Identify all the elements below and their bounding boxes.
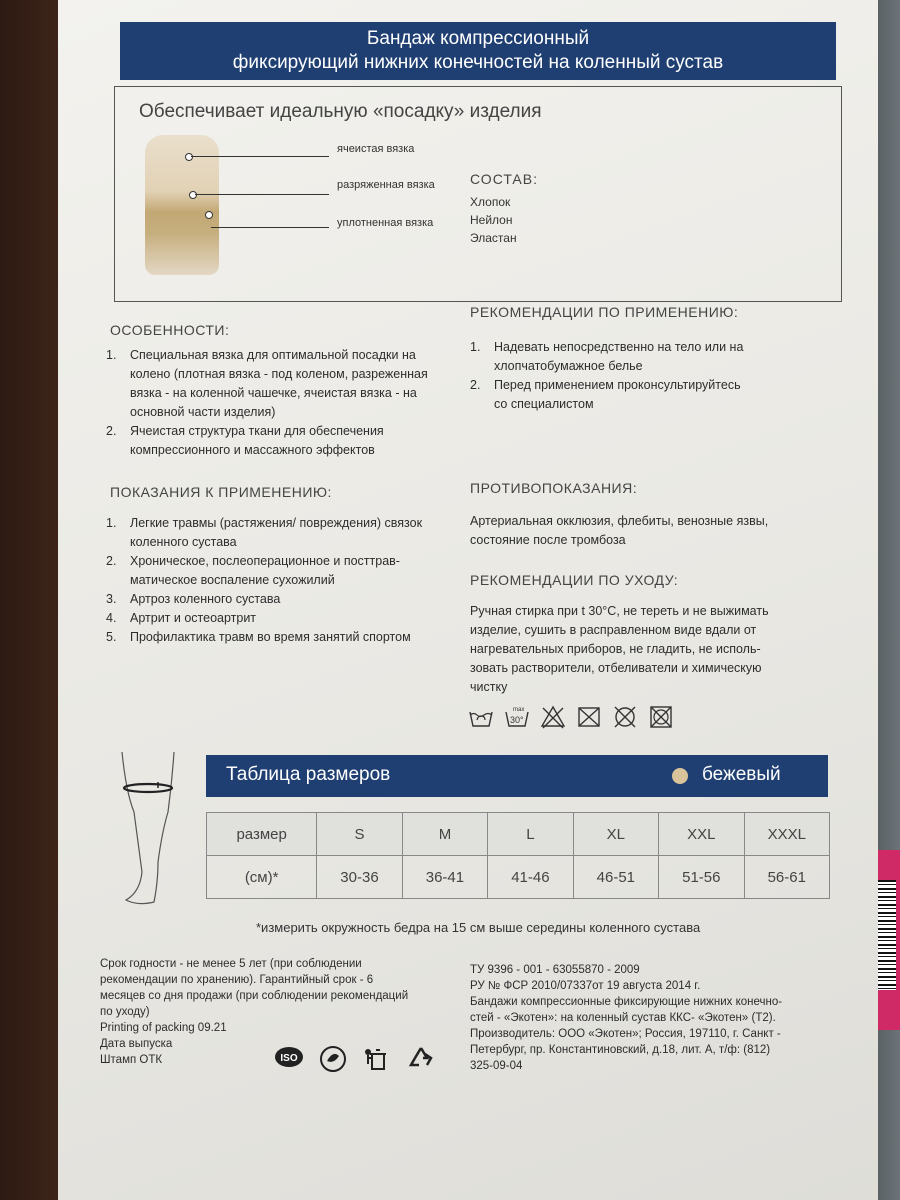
table-cell: 36-41	[402, 856, 487, 899]
leader-line	[191, 156, 329, 157]
fit-title: Обеспечивает идеальную «посадку» изделия	[139, 101, 542, 122]
table-cell: 41-46	[488, 856, 573, 899]
marker-dot	[185, 153, 193, 161]
composition-item: Нейлон	[470, 213, 513, 227]
features-list	[106, 346, 462, 460]
size-note: *измерить окружность бедра на 15 см выше середины коленного сустава	[256, 920, 701, 935]
title-line-1: Бандаж компрессионный	[366, 28, 590, 49]
leg-measurement-illustration	[114, 752, 194, 912]
temp-label: 30°	[510, 715, 524, 725]
features-heading: ОСОБЕННОСТИ:	[110, 322, 230, 338]
list-item: 5. Профилактика травм во время занятий спортом	[106, 630, 411, 644]
svg-text:ISO: ISO	[280, 1053, 298, 1064]
size-table-title: Таблица размеров	[226, 764, 391, 785]
composition-heading: СОСТАВ:	[470, 171, 538, 187]
fit-feature-box	[114, 86, 842, 302]
leader-line	[195, 194, 329, 195]
list-item: 1. Легкие травмы (растяжения/ повреждения) связок коленного сустава	[106, 516, 423, 549]
table-cell: 51-56	[659, 856, 744, 899]
list-item: 1. Надевать непосредственно на тело или на хлопчатобумажное белье	[470, 340, 744, 373]
eco-circle-icon	[318, 1044, 348, 1074]
table-cell: 30-36	[317, 856, 402, 899]
composition-item: Эластан	[470, 231, 517, 245]
contraindications-text: Артериальная окклюзия, флебиты, венозные язвы, состояние после тромбоза	[470, 514, 769, 547]
table-row	[207, 813, 830, 856]
label-sparse-knit: разряженная вязка	[337, 179, 435, 191]
color-swatch	[672, 768, 688, 784]
list-item: 2. Хроническое, послеоперационное и посттрав- матическое воспаление сухожилий	[106, 554, 400, 587]
title-line-2: фиксирующий нижних конечностей на коленный сустав	[232, 52, 724, 73]
label-dense-knit: уплотненная вязка	[337, 217, 434, 229]
table-cell: размер	[207, 813, 317, 856]
max-30-icon	[504, 704, 530, 730]
regulatory-text: ТУ 9396 - 001 - 63055870 - 2009 РУ № ФСР 2010/07337от 19 августа 2014 г. Бандажи компрессионные фиксирующие нижних конечно- стей - «Экотен»: на коленный сустав ККС- «Экотен» (Т2). Производитель: ООО «Экотен»; Россия, 197110, г. Санкт - Петербург, пр. Константиновский, д.18, лит. А, т/ф: (812) 325-09-04	[470, 964, 783, 1072]
title-bar	[120, 22, 836, 80]
no-iron-icon	[648, 704, 674, 730]
shelf-life-text: Срок годности - не менее 5 лет (при соблюдении рекомендации по хранению). Гарантийный срок - 6 месяцев со дня продажи (при соблюдении рекомендаций по уходу) Printing of packing 09.21 Дата выпуска Штамп ОТК	[100, 958, 409, 1066]
table-cell: M	[402, 813, 487, 856]
list-item: 3. Артроз коленного сустава	[106, 592, 281, 606]
table-cell: 56-61	[744, 856, 829, 899]
instruction-leaflet	[58, 0, 878, 1200]
max-label: max	[513, 707, 525, 713]
marker-dot	[189, 191, 197, 199]
indications-list	[106, 514, 462, 647]
no-dry-clean-icon	[612, 704, 638, 730]
usage-list	[470, 338, 842, 414]
table-cell: XXXL	[744, 813, 829, 856]
table-cell: 46-51	[573, 856, 658, 899]
table-cell: XL	[573, 813, 658, 856]
contraindications-heading: ПРОТИВОПОКАЗАНИЯ:	[470, 480, 638, 496]
indications-heading: ПОКАЗАНИЯ К ПРИМЕНЕНИЮ:	[110, 484, 332, 500]
table-cell: S	[317, 813, 402, 856]
hand-wash-icon	[468, 704, 494, 730]
care-text: Ручная стирка при t 30°C, не тереть и не выжимать изделие, сушить в расправленном виде вдали от нагревательных приборов, не гладить, не исполь- зовать растворители, отбеливатели и химическую чистку	[470, 604, 769, 694]
list-item: 4. Артрит и остеоартрит	[106, 611, 257, 625]
label-mesh-knit: ячеистая вязка	[337, 143, 415, 155]
trash-bin-icon	[362, 1044, 392, 1074]
list-item: 1. Специальная вязка для оптимальной посадки на колено (плотная вязка - под коленом, разреженная вязка - на коленной чашечке, ячеистая вязка - на основной части изделия)	[106, 348, 428, 419]
composition-item: Хлопок	[470, 195, 511, 209]
care-heading: РЕКОМЕНДАЦИИ ПО УХОДУ:	[470, 572, 679, 588]
color-name: бежевый	[702, 764, 781, 785]
list-item: 2. Перед применением проконсультируйтесь со специалистом	[470, 378, 741, 411]
table-cell: (см)*	[207, 856, 317, 899]
table-cell: L	[488, 813, 573, 856]
size-table	[206, 812, 830, 899]
barcode	[876, 880, 896, 990]
leader-line	[211, 227, 329, 228]
usage-heading: РЕКОМЕНДАЦИИ ПО ПРИМЕНЕНИЮ:	[470, 304, 739, 320]
table-cell: XXL	[659, 813, 744, 856]
table-row	[207, 856, 830, 899]
eco-icons	[274, 1044, 436, 1074]
size-table-header	[206, 755, 828, 797]
no-tumble-dry-icon	[576, 704, 602, 730]
recycle-icon	[406, 1044, 436, 1074]
no-bleach-icon	[540, 704, 566, 730]
marker-dot	[205, 211, 213, 219]
list-item: 2. Ячеистая структура ткани для обеспечения компрессионного и массажного эффектов	[106, 424, 384, 457]
iso-logo-icon	[274, 1044, 304, 1074]
care-icons	[468, 704, 674, 730]
